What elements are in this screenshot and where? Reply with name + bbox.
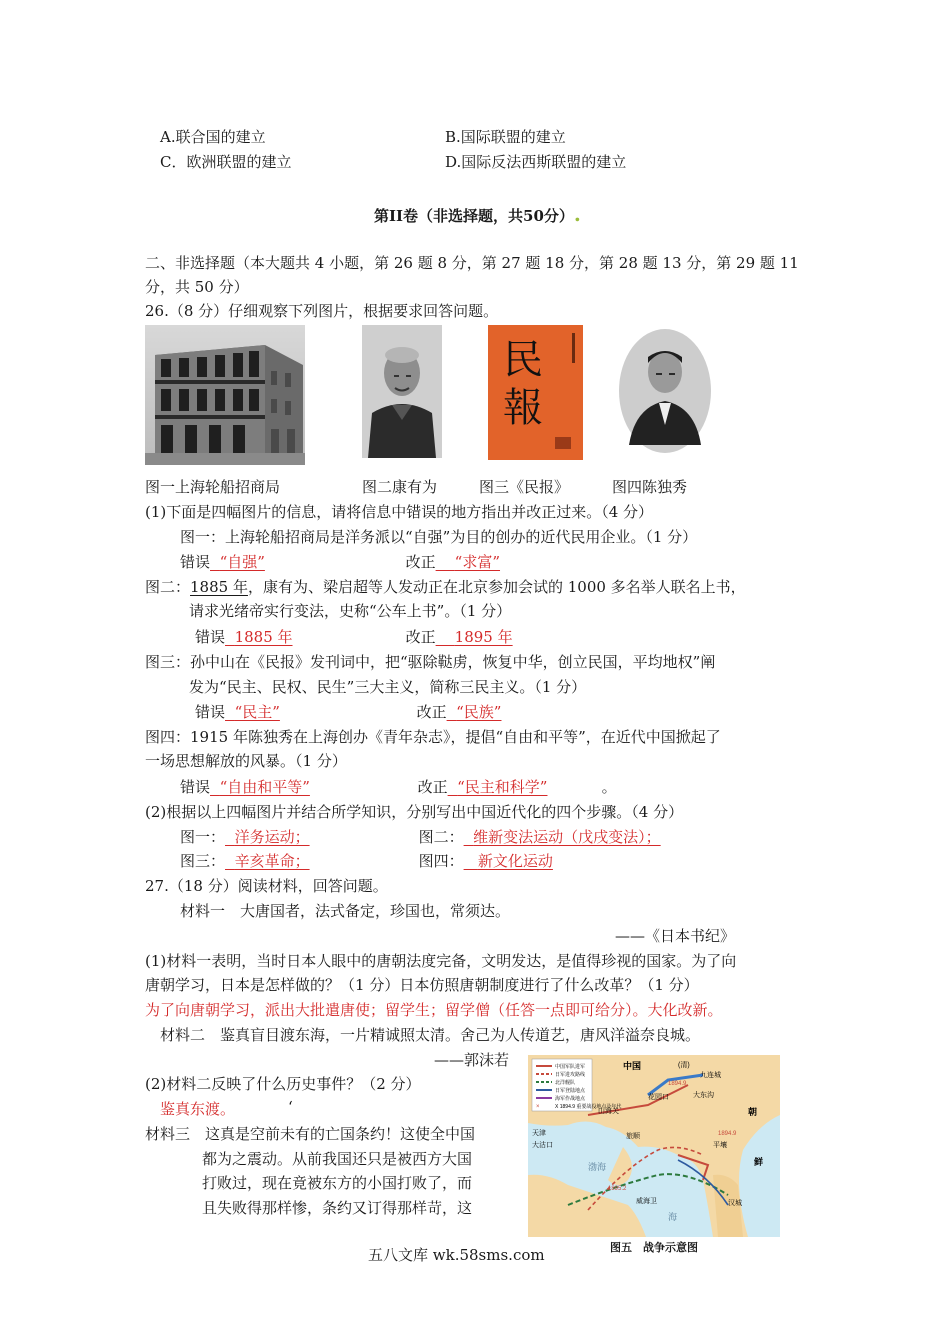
war-map-figure	[528, 1055, 780, 1257]
map-label-huanghai: 海	[668, 1212, 678, 1222]
option-d: D.国际反法西斯联盟的建立	[445, 153, 627, 171]
fig2-statement-line2: 请求光绪帝实行变法，史称“公车上书”。（1 分）	[189, 602, 512, 620]
step-fig4-label: 图四：	[418, 852, 464, 870]
fig2-error-value: 1885 年	[234, 628, 293, 646]
map-legend-entry: 海军作战地点	[555, 1096, 586, 1102]
steps-row-2	[180, 851, 589, 871]
q27-material3-line4: 且失败得那样惨，条约又订得那样苛，这	[202, 1199, 473, 1217]
map-label-hancheng: 汉城	[728, 1200, 742, 1207]
q27-material1: 材料一 大唐国者，法式备定，珍国也，常须达。	[180, 902, 511, 920]
map-label-lushun: 旅顺	[626, 1133, 640, 1140]
step-fig1-label: 图一：	[180, 828, 226, 846]
map-label-shanhaiguan: 山海关	[598, 1108, 619, 1115]
q27-material2: 材料二 鉴真盲目渡东海，一片精诚照太清。舍己为人传道艺，唐风洋溢奈良城。	[160, 1026, 701, 1044]
fig3-fix-value: “民族”	[456, 703, 502, 721]
q27-answer2: 鉴真东渡。	[160, 1100, 236, 1118]
picture-shanghai-steamship-building	[145, 325, 305, 465]
fig4-fix-label: 改正	[417, 778, 448, 796]
caption-fig3: 图三《民报》	[479, 478, 570, 496]
fig1-error-value: “自强”	[219, 553, 265, 571]
step-fig3-label: 图三：	[180, 852, 226, 870]
caption-fig1: 图一上海轮船招商局	[145, 478, 281, 496]
fig2-fix-answer	[436, 627, 526, 647]
map-legend-entry: 日军进攻路线	[555, 1072, 586, 1078]
fig2-fix-label: 改正	[405, 628, 436, 646]
war-map	[528, 1055, 780, 1237]
q27-q1-line2: 唐朝学习，日本是怎样做的？（1 分）日本仿照唐朝制度进行了什么改革？（1 分）	[145, 976, 699, 994]
section-title-dot: .	[573, 202, 581, 226]
map-label-date1: 1894.9	[668, 1081, 687, 1087]
map-legend-entry: 北洋舰队	[555, 1080, 576, 1086]
fig1-statement: 图一：上海轮船招商局是洋务派以“自强”为目的创办的近代民用企业。（1 分）	[180, 528, 698, 546]
map-label-jiuliancheng: 九连城	[700, 1072, 721, 1079]
poster-small-mark	[555, 437, 571, 449]
fig4-error-label: 错误	[180, 778, 211, 796]
fig2-fix-value: 1895 年	[454, 628, 513, 646]
map-label-bohai: 渤海	[588, 1162, 607, 1172]
map-label-korea2: 鲜	[754, 1157, 764, 1167]
fig3-statement-line2: 发为“民主、民权、民生”三大主义，简称三民主义。（1 分）	[189, 678, 587, 696]
section-title-text: 第II卷（非选择题，共50分）	[374, 207, 574, 225]
step-fig1-value: 洋务运动；	[234, 828, 310, 846]
step-fig3-value: 辛亥革命；	[234, 852, 310, 870]
part-two-heading-line2: 分，共 50 分）	[145, 278, 249, 296]
option-a: A.联合国的建立	[160, 128, 266, 146]
q26-sub1: (1)下面是四幅图片的信息，请将信息中错误的地方指出并改正过来。（4 分）	[145, 503, 654, 521]
step-fig4-answer	[464, 851, 589, 871]
fig4-statement-line1: 图四：1915 年陈独秀在上海创办《青年杂志》，提倡“自由和平等”，在近代中国掀起了	[145, 728, 721, 746]
map-label-korea1: 朝	[748, 1107, 758, 1117]
option-b: B.国际联盟的建立	[445, 128, 566, 146]
map-caption: 图五 战争示意图	[610, 1242, 698, 1254]
poster-char-1: 民	[503, 337, 543, 383]
fig4-statement-line2: 一场思想解放的风暴。（1 分）	[145, 752, 347, 770]
step-fig4-value: 新文化运动	[477, 852, 553, 870]
fig2-year: 1885 年	[190, 578, 248, 596]
fig3-answer-row	[195, 702, 547, 722]
map-label-china: 中国	[623, 1061, 642, 1071]
fig1-answer-row	[180, 552, 544, 572]
q27-material3-line2: 都为之震动。从前我国还只是被西方大国	[202, 1150, 473, 1168]
caption-fig2: 图二康有为	[362, 478, 438, 496]
picture-kang-youwei	[362, 325, 442, 458]
caption-fig4: 图四陈独秀	[612, 478, 688, 496]
q27-material1-source: ——《日本书纪》	[615, 927, 736, 945]
q27-material3-line1: 材料三 这真是空前未有的亡国条约！这使全中国	[145, 1125, 476, 1143]
picture-minbao-cover	[488, 325, 583, 460]
q27-answer1: 为了向唐朝学习，派出大批遣唐使；留学生；留学僧（任答一点即可给分）。大化改新。	[145, 1001, 723, 1019]
fig4-answer-row	[180, 777, 617, 797]
fig1-fix-answer	[436, 552, 544, 572]
step-fig2-value: 维新变法运动（戊戌变法）；	[473, 828, 661, 846]
map-label-huayuankou: 花园口	[648, 1094, 669, 1101]
map-legend-entry: 日军登陆地点	[555, 1088, 586, 1094]
svg-text:×: ×	[536, 1104, 540, 1110]
fig2-error-label: 错误	[195, 628, 226, 646]
footer-watermark: 五八文库 wk.58sms.com	[368, 1246, 545, 1264]
fig3-error-answer	[225, 702, 323, 722]
fig4-fix-answer	[448, 777, 602, 797]
fig3-fix-answer	[447, 702, 547, 722]
map-label-pingrang: 平壤	[713, 1142, 727, 1149]
fig3-error-value: “民主”	[234, 703, 280, 721]
q27-material2-source: ——郭沫若	[434, 1051, 510, 1069]
fig2-answer-row	[195, 627, 526, 647]
poster-char-2: 報	[503, 385, 543, 431]
steps-row-1	[180, 827, 714, 847]
q27-material3-line3: 打败过，现在竟被东方的小国打败了，而	[202, 1174, 473, 1192]
q27-q2: (2)材料二反映了什么历史事件？（2 分）	[145, 1075, 421, 1093]
fig1-fix-value: “求富”	[454, 553, 501, 571]
fig2-statement-line1	[145, 577, 746, 597]
fig4-error-answer	[210, 777, 350, 797]
map-label-date3: 1895.2	[608, 1186, 627, 1192]
fig4-end-mark: 。	[601, 778, 617, 796]
fig2-rest: ，康有为、梁启超等人发动正在北京参加会试的 1000 多名举人联名上书，	[247, 578, 746, 596]
fig3-statement-line1: 图三：孙中山在《民报》发刊词中，把“驱除鞑虏，恢复中华，创立民国，平均地权”阐	[145, 653, 716, 671]
fig2-error-answer	[225, 627, 311, 647]
fig3-fix-label: 改正	[416, 703, 447, 721]
fig2-prefix: 图二：	[145, 578, 191, 596]
map-legend-entry: X 1894.9 重要战役地点及年代	[555, 1104, 622, 1110]
map-label-weihaiwei: 威海卫	[636, 1198, 657, 1205]
step-fig3-answer	[225, 851, 395, 871]
fig1-error-answer	[210, 552, 296, 572]
q26-sub2: (2)根据以上四幅图片并结合所学知识，分别写出中国近代化的四个步骤。（4 分）	[145, 803, 684, 821]
fig4-error-value: “自由和平等”	[219, 778, 310, 796]
step-fig2-answer	[464, 827, 714, 847]
map-label-tianjin: 天津	[532, 1130, 546, 1137]
map-label-dadonggou: 大东沟	[693, 1092, 714, 1099]
q27-stray-mark: ‘	[288, 1098, 293, 1116]
map-label-dagukou: 大沽口	[532, 1142, 553, 1149]
map-legend-entry: 中国军队进军	[555, 1064, 586, 1070]
map-label-date2: 1894.9	[718, 1131, 737, 1137]
q27-q1-line1: (1)材料一表明，当时日本人眼中的唐朝法度完备，文明发达，是值得珍视的国家。为了向	[145, 952, 737, 970]
poster-side-mark	[572, 333, 575, 363]
fig1-fix-label: 改正	[405, 553, 436, 571]
step-fig2-label: 图二：	[418, 828, 464, 846]
step-fig1-answer	[225, 827, 395, 847]
fig1-error-label: 错误	[180, 553, 211, 571]
q26-intro: 26.（8 分）仔细观察下列图片，根据要求回答问题。	[145, 302, 499, 320]
option-c: C．欧洲联盟的建立	[160, 153, 292, 171]
fig4-fix-value: “民主和科学”	[457, 778, 548, 796]
q27-intro: 27.（18 分）阅读材料，回答问题。	[145, 877, 388, 895]
picture-chen-duxiu	[615, 325, 715, 458]
map-label-qing: (清)	[678, 1062, 690, 1069]
section-title	[374, 204, 581, 226]
part-two-heading-line1: 二、非选择题（本大题共 4 小题，第 26 题 8 分，第 27 题 18 分，第 28 题 13 分，第 29 题 11	[145, 254, 799, 272]
fig3-error-label: 错误	[195, 703, 226, 721]
